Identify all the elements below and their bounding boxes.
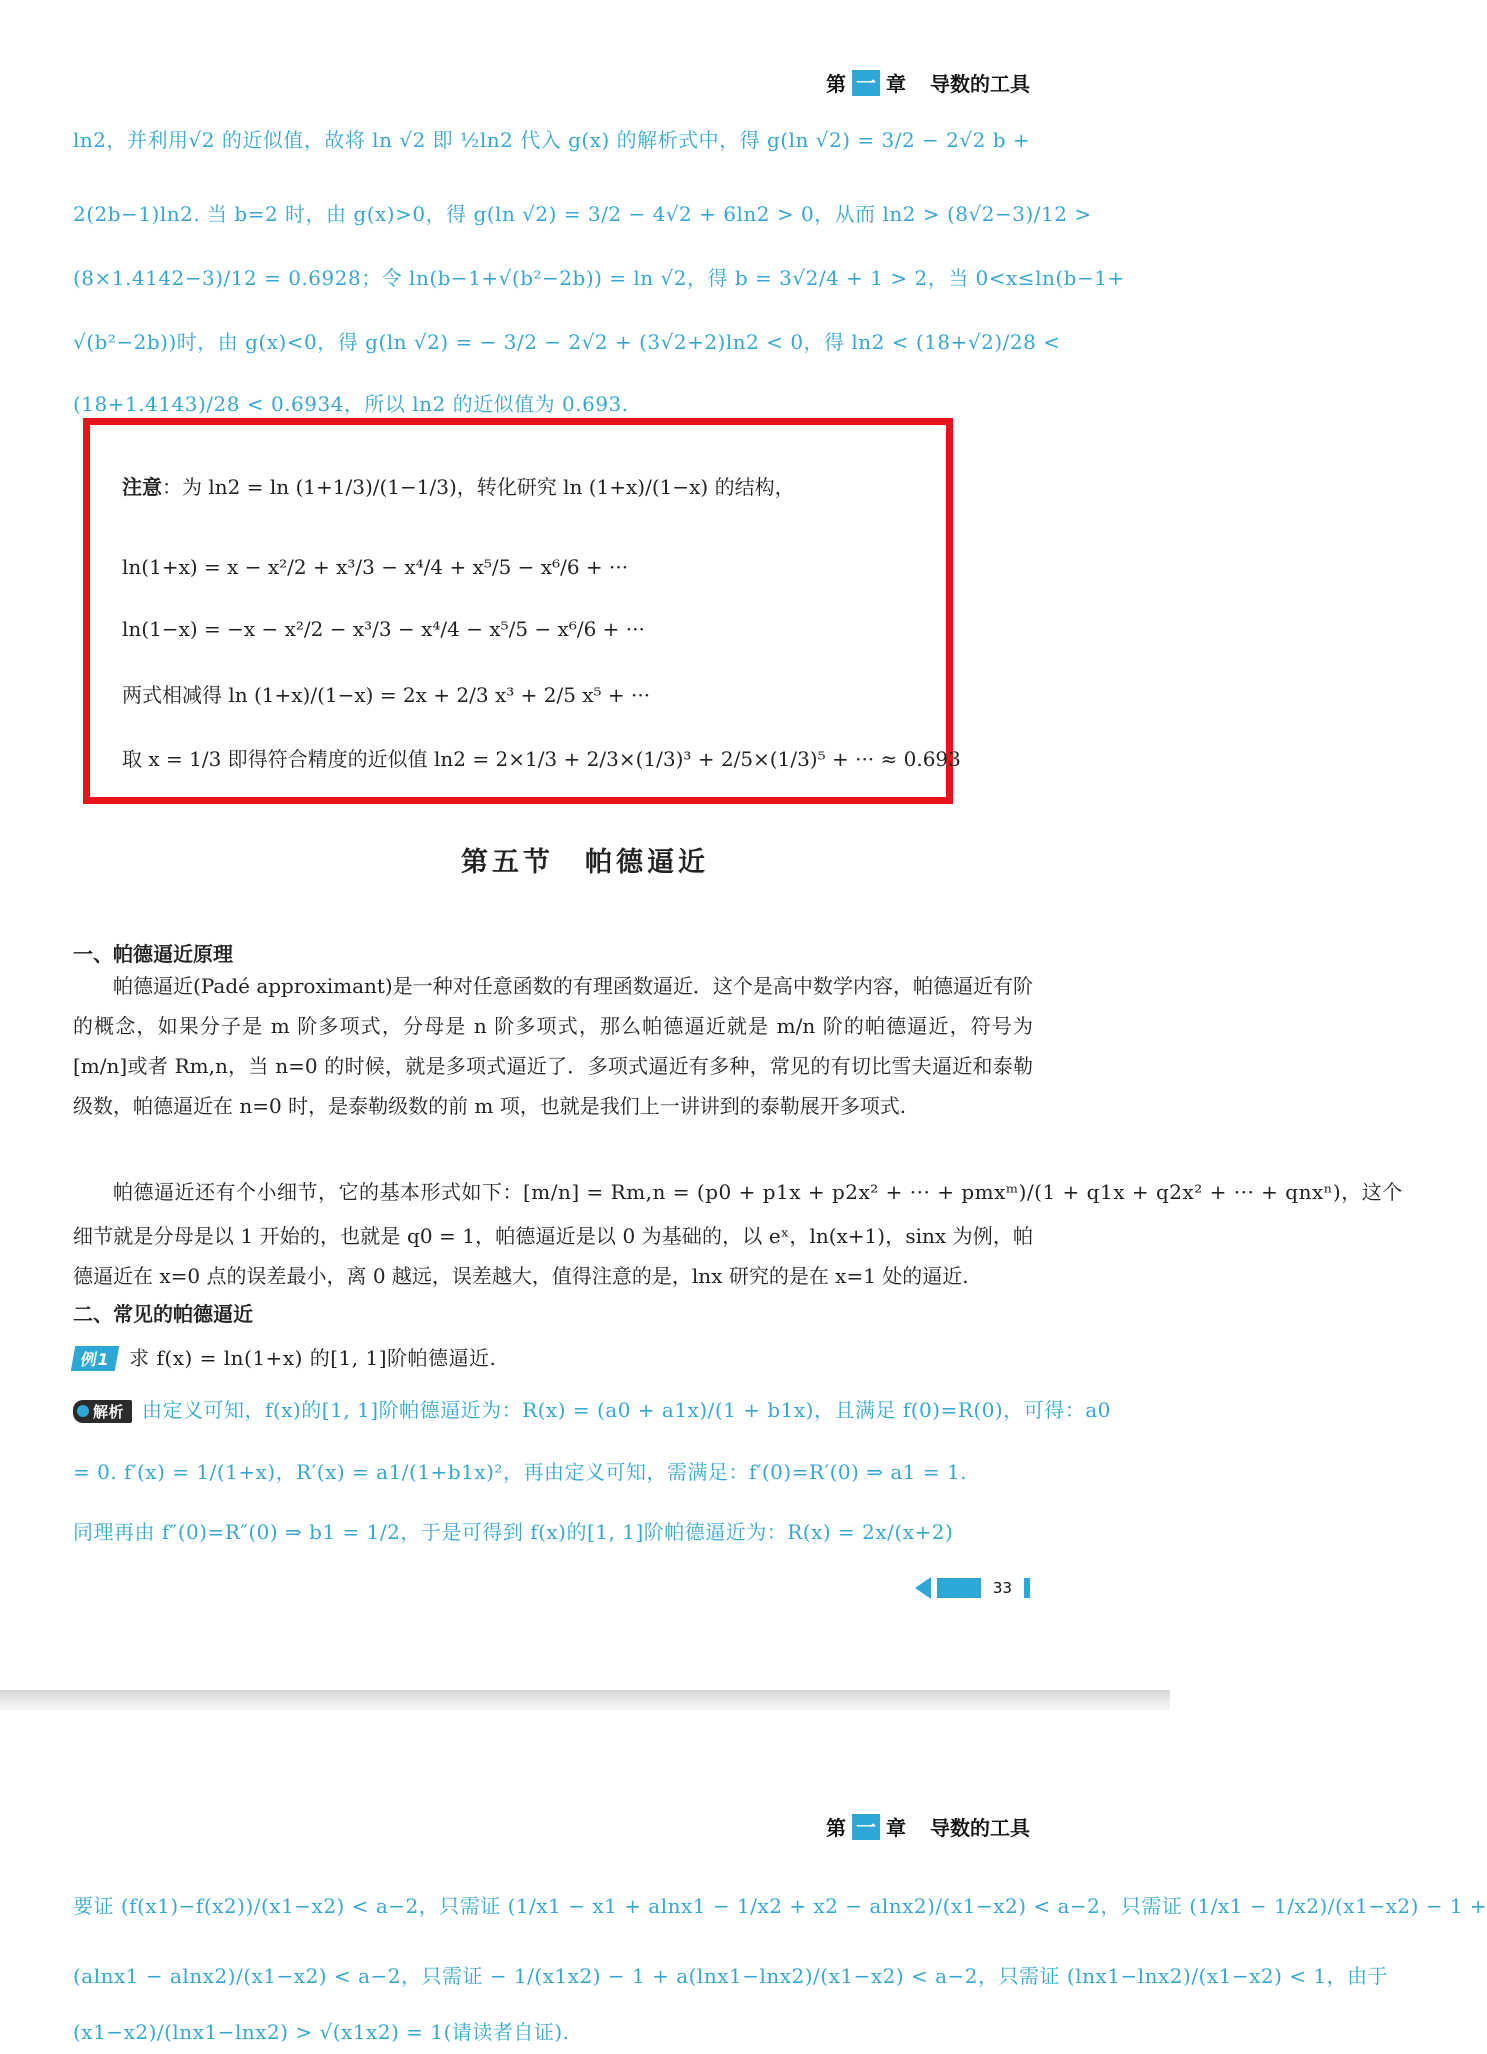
analysis-line-1 [73,1394,1111,1423]
note-line-2: ln(1+x) = x − x²/2 + x³/3 − x⁴/4 + x⁵/5 − x⁶/6 + ··· [122,555,629,579]
page-arrow-icon [915,1577,931,1599]
solution-line-4: √(b²−2b))时，由 g(x)<0，得 g(ln √2) = − 3/2 − 2√2 + (3√2+2)ln2 < 0，得 ln2 < (18+√2)/28 < [73,330,1061,354]
analysis-tag: 解析 [73,1400,132,1423]
page2-line-3: (x1−x2)/(lnx1−lnx2) > √(x1x2) = 1(请读者自证). [73,2020,570,2044]
solution-line-5: (18+1.4143)/28 < 0.6934，所以 ln2 的近似值为 0.693. [73,392,629,416]
note-line-4: 两式相减得 ln (1+x)/(1−x) = 2x + 2/3 x³ + 2/5 x⁵ + ··· [122,683,651,707]
chapter-title-2: 导数的工具 [930,1816,1030,1840]
solution-line-1: ln2，并利用√2 的近似值，故将 ln √2 即 ½ln2 代入 g(x) 的解析式中，得 g(ln √2) = 3/2 − 2√2 b + [73,128,1031,152]
chapter-number: 一 [852,70,880,96]
chapter-prefix-2: 第 [826,1816,846,1840]
analysis-line-2: = 0. f′(x) = 1/(1+x)，R′(x) = a1/(1+b1x)²，再由定义可知，需满足：f′(0)=R′(0) ⇒ a1 = 1. [73,1460,968,1484]
chapter-prefix: 第 [826,72,846,96]
heading-pade-principle: 一、帕德逼近原理 [73,942,233,966]
note-line-1 [122,471,795,500]
solution-line-2: 2(2b−1)ln2. 当 b=2 时，由 g(x)>0，得 g(ln √2) = 3/2 − 4√2 + 6ln2 > 0，从而 ln2 > (8√2−3)/12 > [73,202,1092,226]
note-label: 注意 [122,475,162,499]
paragraph-pade-form-rest: 细节就是分母是以 1 开始的，也就是 q0 = 1，帕德逼近是以 0 为基础的，以 eˣ，ln(x+1)，sinx 为例，帕德逼近在 x=0 点的误差最小，离 0 越远，误差越大，值得注意的是，lnx 研究的是在 x=1 处的逼近. [73,1224,1033,1288]
page-divider [0,1690,1170,1710]
example-text: 求 f(x) = ln(1+x) 的[1, 1]阶帕德逼近. [129,1346,497,1370]
analysis-text-1: 由定义可知，f(x)的[1, 1]阶帕德逼近为：R(x) = (a0 + a1x)/(1 + b1x)，且满足 f(0)=R(0)，可得：a0 [142,1398,1111,1422]
note-text-1: ：为 ln2 = ln (1+1/3)/(1−1/3)，转化研究 ln (1+x)/(1−x) 的结构， [162,475,795,499]
chapter-number-2: 一 [852,1814,880,1840]
page-34 [0,1710,1487,2054]
analysis-line-3: 同理再由 f″(0)=R″(0) ⇒ b1 = 1/2，于是可得到 f(x)的[1, 1]阶帕德逼近为：R(x) = 2x/(x+2) [73,1520,954,1544]
note-line-3: ln(1−x) = −x − x²/2 − x³/3 − x⁴/4 − x⁵/5 − x⁶/6 + ··· [122,617,645,641]
paragraph-pade-intro: 帕德逼近(Padé approximant)是一种对任意函数的有理函数逼近．这个是高中数学内容，帕德逼近有阶的概念，如果分子是 m 阶多项式，分母是 n 阶多项式，那么帕德逼近就是 m/n 阶的帕德逼近，符号为[m/n]或者 Rm,n，当 n=0 的时候，就是多项式逼近了．多项式逼近有多种，常见的有切比雪夫逼近和泰勒级数，帕德逼近在 n=0 时，是泰勒级数的前 m 项，也就是我们上一讲讲到的泰勒展开多项式. [73,974,1033,1118]
section-title: 第五节 帕德逼近 [461,847,709,878]
note-line-5: 取 x = 1/3 即得符合精度的近似值 ln2 = 2×1/3 + 2/3×(1/3)³ + 2/5×(1/3)⁵ + ··· ≈ 0.693 [122,747,961,771]
solution-line-3: (8×1.4142−3)/12 = 0.6928；令 ln(b−1+√(b²−2b)) = ln √2，得 b = 3√2/4 + 1 > 2，当 0<x≤ln(b−1+ [73,266,1125,290]
example-tag: 例1 [71,1346,120,1371]
page2-line-2: (alnx1 − alnx2)/(x1−x2) < a−2，只需证 − 1/(x1x2) − 1 + a(lnx1−lnx2)/(x1−x2) < a−2，只需证 (lnx1−lnx2)/(x1−x2) < 1，由于 [73,1964,1389,1988]
chapter-suffix-2: 章 [886,1816,906,1840]
page-bar-decoration [937,1578,981,1598]
chapter-header [826,68,1030,97]
note-box [83,418,961,804]
chapter-header-2 [826,1812,1030,1841]
example-1 [73,1342,1033,1371]
chapter-title: 导数的工具 [930,72,1030,96]
analysis-dot-icon [77,1405,89,1417]
heading-common-pade: 二、常见的帕德逼近 [73,1302,253,1326]
page-number: 33 [992,1579,1012,1597]
chapter-suffix: 章 [886,72,906,96]
paragraph-pade-form-line-1: 帕德逼近还有个小细节，它的基本形式如下：[m/n] = Rm,n = (p0 + p1x + p2x² + ··· + pmxᵐ)/(1 + q1x + q2x² + ··· + qnxⁿ)，这个 [113,1180,1403,1204]
page-tick-decoration [1024,1578,1030,1598]
page-number-footer [915,1577,1030,1599]
page2-line-1: 要证 (f(x1)−f(x2))/(x1−x2) < a−2，只需证 (1/x1 − x1 + alnx1 − 1/x2 + x2 − alnx2)/(x1−x2) < a−2，只需证 (1/x1 − 1/x2)/(x1−x2) − 1 + [73,1894,1487,1918]
